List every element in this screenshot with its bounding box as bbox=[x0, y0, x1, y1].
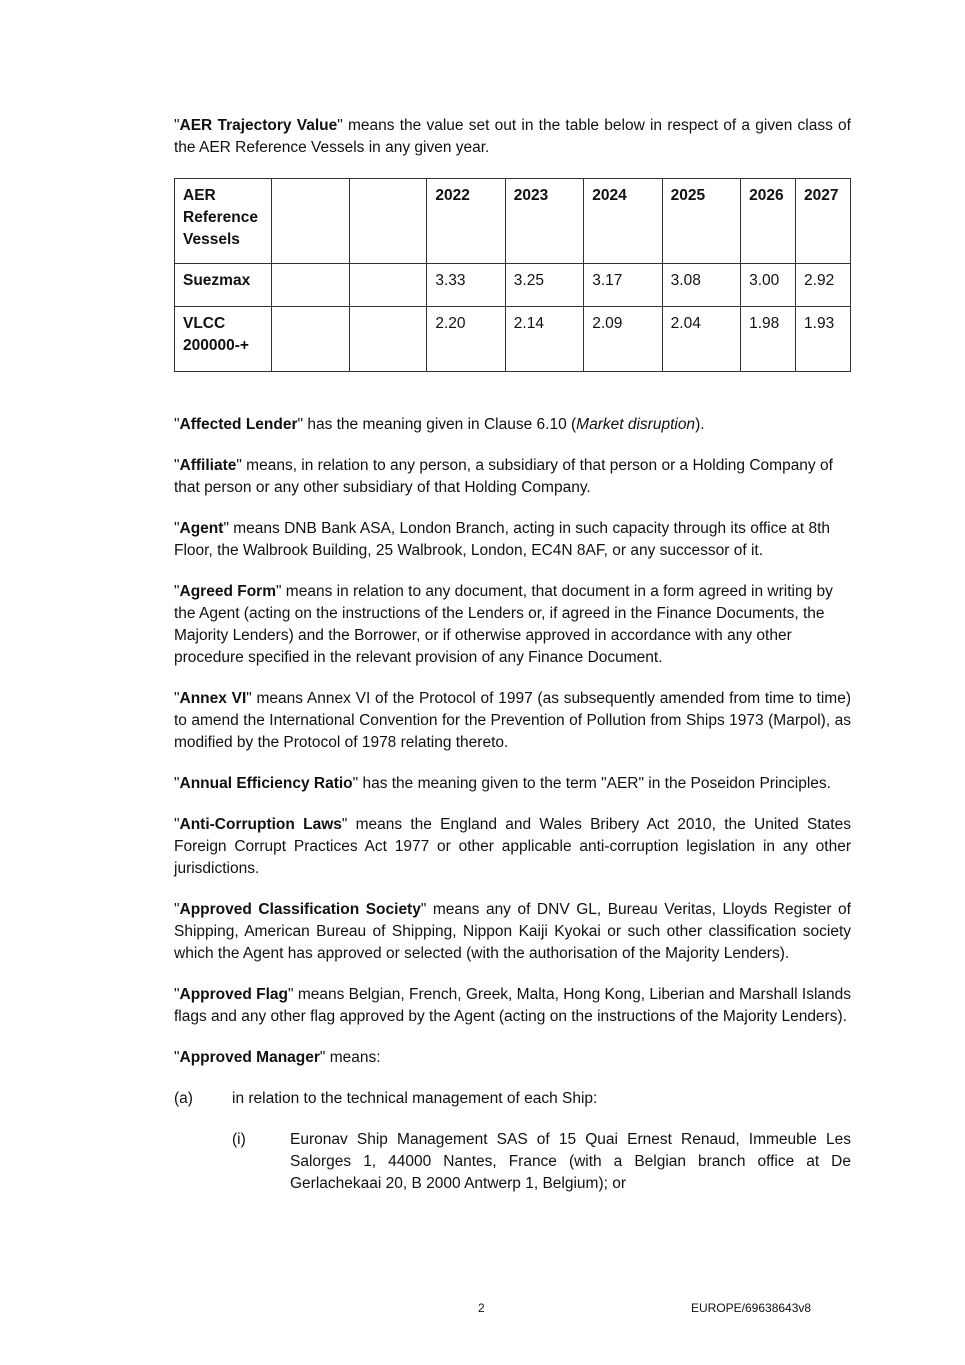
list-label: (i) bbox=[232, 1131, 246, 1148]
table-header-cell: 2025 bbox=[662, 179, 740, 264]
table-header-cell bbox=[271, 179, 349, 264]
table-cell: 3.25 bbox=[505, 264, 583, 307]
definition-text: " means the value set out in the table below in respect of a given class of the AER Reference Vessels in any given year. bbox=[174, 117, 851, 156]
definition-text: ). bbox=[695, 416, 705, 433]
definition-aer-trajectory-value: "AER Trajectory Value" means the value set out in the table below in respect of a given class of the AER Reference Vessels in any given year. bbox=[174, 117, 851, 156]
table-cell bbox=[271, 307, 349, 372]
table-header-cell: 2027 bbox=[796, 179, 851, 264]
definition-annual-efficiency-ratio: "Annual Efficiency Ratio" has the meaning given to the term "AER" in the Poseidon Principles. bbox=[174, 775, 831, 792]
definition-affiliate: "Affiliate" means, in relation to any person, a subsidiary of that person or a Holding Company of that person or any other subsidiary of that Holding Company. bbox=[174, 457, 833, 496]
definition-approved-manager: "Approved Manager" means: bbox=[174, 1049, 381, 1066]
defined-term: Agreed Form bbox=[179, 583, 276, 600]
defined-term: Affected Lender bbox=[179, 416, 298, 433]
table-cell: 1.93 bbox=[796, 307, 851, 372]
definition-affected-lender: "Affected Lender" has the meaning given in Clause 6.10 (Market disruption). bbox=[174, 416, 705, 433]
table-cell: 2.09 bbox=[584, 307, 662, 372]
table-cell: 3.00 bbox=[741, 264, 796, 307]
definition-text: " means Belgian, French, Greek, Malta, Hong Kong, Liberian and Marshall Islands flags and any other flag approved by the Agent (acting on the instructions of the Majority Lenders). bbox=[174, 986, 851, 1025]
list-item-a bbox=[174, 1088, 851, 1110]
definition-text: " means Annex VI of the Protocol of 1997 (as subsequently amended from time to time) to amend the International Convention for the Prevention of Pollution from Ships 1973 (Marpol), as modified by the Protocol of 1978 relating thereto. bbox=[174, 690, 852, 751]
table-header-cell bbox=[349, 179, 427, 264]
clause-title: Market disruption bbox=[576, 416, 696, 433]
table-cell: VLCC 200000-+ bbox=[175, 307, 272, 372]
definition-text: " has the meaning given in Clause 6.10 ( bbox=[297, 416, 577, 433]
table-cell bbox=[349, 307, 427, 372]
list-text: in relation to the technical management of each Ship: bbox=[232, 1090, 598, 1107]
table-cell: 2.92 bbox=[796, 264, 851, 307]
definition-agreed-form: "Agreed Form" means in relation to any document, that document in a form agreed in writing by the Agent (acting on the instructions of the Lenders or, if agreed in the Finance Documents, the Majority Lenders) and the Borrower, or if otherwise approved in accordance with any other procedure specified in the relevant provision of any Finance Document. bbox=[174, 583, 833, 666]
table-cell: Suezmax bbox=[175, 264, 272, 307]
table-cell bbox=[349, 264, 427, 307]
defined-term: Annex VI bbox=[179, 690, 247, 707]
document-reference: EUROPE/69638643v8 bbox=[691, 1301, 812, 1315]
table-cell: 2.14 bbox=[505, 307, 583, 372]
page-number: 2 bbox=[478, 1301, 485, 1315]
table-row bbox=[175, 264, 851, 307]
defined-term: Approved Flag bbox=[179, 986, 289, 1003]
defined-term: Anti-Corruption Laws bbox=[179, 816, 342, 833]
table-row bbox=[175, 307, 851, 372]
definition-agent: "Agent" means DNB Bank ASA, London Branch, acting in such capacity through its office at 8th Floor, the Walbrook Building, 25 Walbrook, London, EC4N 8AF, or any successor of it. bbox=[174, 520, 831, 559]
definition-text: " means, in relation to any person, a subsidiary of that person or a Holding Company of that person or any other subsidiary of that Holding Company. bbox=[174, 457, 833, 496]
table-cell: 3.08 bbox=[662, 264, 740, 307]
list-item-i bbox=[232, 1129, 851, 1195]
defined-term: Affiliate bbox=[179, 457, 237, 474]
defined-term: Annual Efficiency Ratio bbox=[179, 775, 353, 792]
table-cell: 1.98 bbox=[741, 307, 796, 372]
table-cell: 2.04 bbox=[662, 307, 740, 372]
table-cell: 2.20 bbox=[427, 307, 505, 372]
defined-term: Approved Manager bbox=[179, 1049, 320, 1066]
table-cell bbox=[271, 264, 349, 307]
definition-text: " means the England and Wales Bribery Act 2010, the United States Foreign Corrupt Practices Act 1977 or other applicable anti-corruption legislation in any other jurisdictions. bbox=[174, 816, 851, 877]
table-header-row bbox=[175, 179, 851, 264]
definition-text: " means any of DNV GL, Bureau Veritas, Lloyds Register of Shipping, American Bureau of Shipping, Nippon Kaiji Kyokai or such other classification society which the Agent has approved or selected (with the authorisation of the Majority Lenders). bbox=[174, 901, 851, 962]
definition-anti-corruption-laws: "Anti-Corruption Laws" means the England and Wales Bribery Act 2010, the United States Foreign Corrupt Practices Act 1977 or other applicable anti-corruption legislation in any other jurisdictions. bbox=[174, 816, 851, 877]
table-cell: 3.17 bbox=[584, 264, 662, 307]
table-header-cell: 2026 bbox=[741, 179, 796, 264]
definition-text: " means: bbox=[319, 1049, 381, 1066]
aer-trajectory-table bbox=[174, 178, 851, 372]
definition-approved-flag: "Approved Flag" means Belgian, French, Greek, Malta, Hong Kong, Liberian and Marshall Islands flags and any other flag approved by the Agent (acting on the instructions of the Majority Lenders). bbox=[174, 986, 851, 1025]
list-text: Euronav Ship Management SAS of 15 Quai Ernest Renaud, Immeuble Les Salorges 1, 44000 Nantes, France (with a Belgian branch office at De Gerlachekaai 20, B 2000 Antwerp 1, Belgium); or bbox=[290, 1131, 851, 1192]
table-cell: 3.33 bbox=[427, 264, 505, 307]
defined-term: Agent bbox=[179, 520, 224, 537]
definition-text: " means in relation to any document, that document in a form agreed in writing by the Agent (acting on the instructions of the Lenders or, if agreed in the Finance Documents, the Majority Lenders) and the Borrower, or if otherwise approved in accordance with any other procedure specified in the relevant provision of any Finance Document. bbox=[174, 583, 833, 666]
list-label: (a) bbox=[174, 1090, 193, 1107]
defined-term: Approved Classification Society bbox=[179, 901, 421, 918]
definition-text: " means DNB Bank ASA, London Branch, acting in such capacity through its office at 8th Floor, the Walbrook Building, 25 Walbrook, London, EC4N 8AF, or any successor of it. bbox=[174, 520, 831, 559]
table-header-cell: 2023 bbox=[505, 179, 583, 264]
definition-text: " has the meaning given to the term "AER" in the Poseidon Principles. bbox=[352, 775, 831, 792]
defined-term: AER Trajectory Value bbox=[179, 117, 338, 134]
definition-annex-vi: "Annex VI" means Annex VI of the Protocol of 1997 (as subsequently amended from time to time) to amend the International Convention for the Prevention of Pollution from Ships 1973 (Marpol), as modified by the Protocol of 1978 relating thereto. bbox=[174, 690, 852, 751]
table-header-cell: AER Reference Vessels bbox=[175, 179, 272, 264]
table-header-cell: 2024 bbox=[584, 179, 662, 264]
table-header-cell: 2022 bbox=[427, 179, 505, 264]
definition-approved-classification-society: "Approved Classification Society" means any of DNV GL, Bureau Veritas, Lloyds Register of Shipping, American Bureau of Shipping, Nippon Kaiji Kyokai or such other classification society which the Agent has approved or selected (with the authorisation of the Majority Lenders). bbox=[174, 901, 851, 962]
document-body bbox=[174, 115, 851, 1214]
